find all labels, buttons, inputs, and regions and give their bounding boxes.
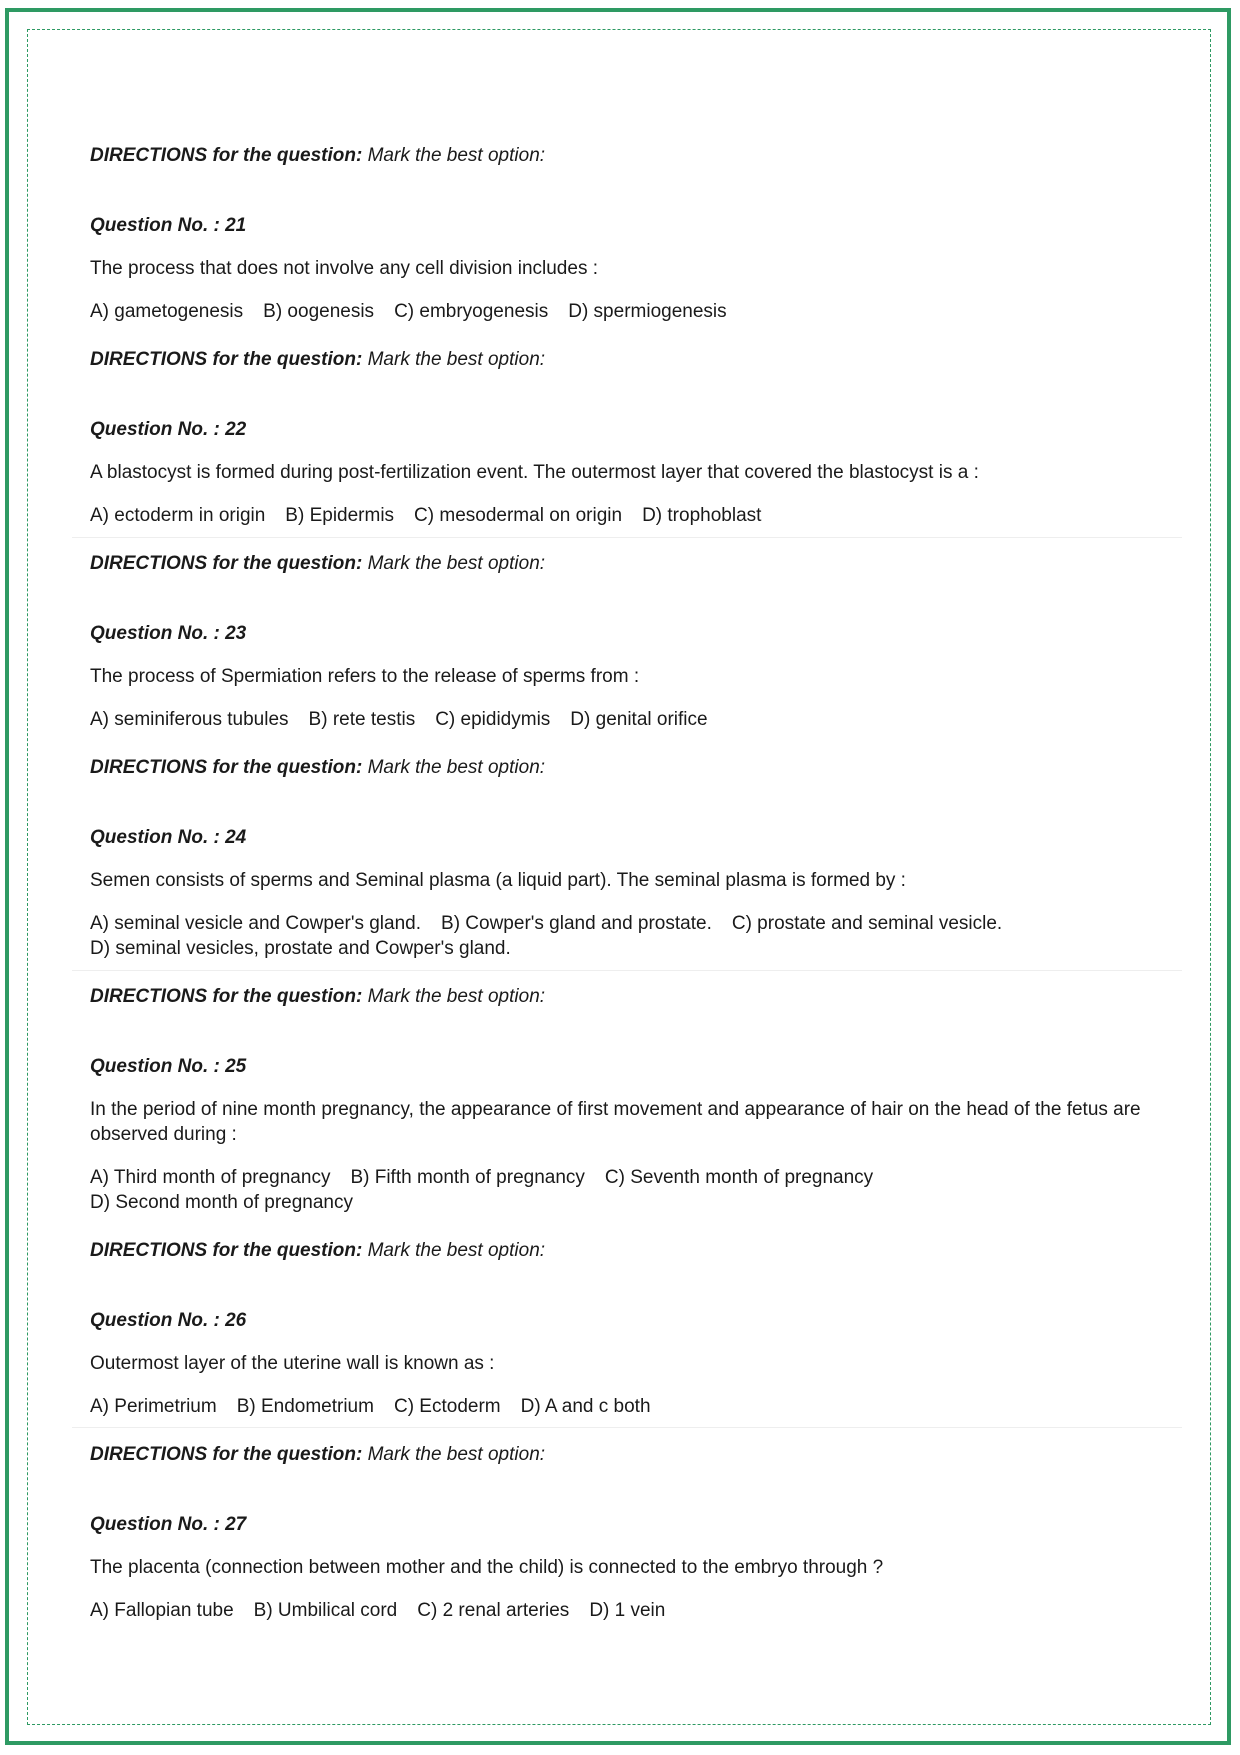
directions-text: Mark the best option: — [367, 986, 546, 1007]
option-c[interactable]: C) prostate and seminal vesicle. — [731, 913, 1003, 934]
question-options — [90, 1598, 1150, 1623]
divider — [72, 537, 1182, 538]
option-d[interactable]: D) 1 vein — [589, 1600, 666, 1621]
directions-label: DIRECTIONS for the question: — [90, 1444, 363, 1465]
question-number: Question No. : 26 — [90, 1310, 247, 1331]
question-number: Question No. : 22 — [90, 419, 247, 440]
directions-text: Mark the best option: — [367, 1444, 546, 1465]
directions-line — [90, 349, 1150, 371]
directions-text: Mark the best option: — [367, 757, 546, 778]
question-text: Semen consists of sperms and Seminal plasma (a liquid part). The seminal plasma is formed by : — [90, 870, 906, 891]
directions-line — [90, 1240, 1150, 1262]
option-a[interactable]: A) Fallopian tube — [90, 1600, 234, 1621]
directions-label: DIRECTIONS for the question: — [90, 145, 363, 166]
question-options — [90, 1394, 1150, 1419]
option-d[interactable]: D) Second month of pregnancy — [90, 1192, 353, 1213]
option-b[interactable]: B) Fifth month of pregnancy — [350, 1167, 585, 1188]
option-a[interactable]: A) Perimetrium — [90, 1396, 217, 1417]
divider — [72, 1427, 1182, 1428]
option-b[interactable]: B) oogenesis — [263, 301, 375, 322]
question-options — [90, 503, 1150, 528]
directions-line — [90, 986, 1150, 1008]
question-number: Question No. : 21 — [90, 215, 247, 236]
question-text: The placenta (connection between mother and the child) is connected to the embryo through ? — [90, 1557, 884, 1578]
option-c[interactable]: C) 2 renal arteries — [417, 1600, 570, 1621]
directions-line — [90, 553, 1150, 575]
directions-text: Mark the best option: — [367, 145, 546, 166]
option-b[interactable]: B) Endometrium — [236, 1396, 374, 1417]
directions-line — [90, 757, 1150, 779]
question-number: Question No. : 24 — [90, 827, 247, 848]
question-options — [90, 911, 1150, 961]
question-options — [90, 299, 1150, 324]
question-number: Question No. : 27 — [90, 1514, 247, 1535]
question-text: The process that does not involve any cell division includes : — [90, 258, 598, 279]
option-d[interactable]: D) spermiogenesis — [568, 301, 727, 322]
option-c[interactable]: C) epididymis — [435, 709, 551, 730]
option-d[interactable]: D) genital orifice — [570, 709, 708, 730]
directions-label: DIRECTIONS for the question: — [90, 553, 363, 574]
option-b[interactable]: B) Epidermis — [285, 505, 395, 526]
option-a[interactable]: A) seminal vesicle and Cowper's gland. — [90, 913, 422, 934]
directions-label: DIRECTIONS for the question: — [90, 986, 363, 1007]
directions-text: Mark the best option: — [367, 1240, 546, 1261]
option-b[interactable]: B) Umbilical cord — [253, 1600, 398, 1621]
option-c[interactable]: C) embryogenesis — [394, 301, 549, 322]
option-c[interactable]: C) Ectoderm — [393, 1396, 501, 1417]
directions-line — [90, 145, 1150, 167]
option-a[interactable]: A) seminiferous tubules — [90, 709, 289, 730]
option-c[interactable]: C) Seventh month of pregnancy — [604, 1167, 874, 1188]
directions-text: Mark the best option: — [367, 349, 546, 370]
option-b[interactable]: B) rete testis — [308, 709, 416, 730]
question-number: Question No. : 23 — [90, 623, 247, 644]
divider — [72, 970, 1182, 971]
option-c[interactable]: C) mesodermal on origin — [414, 505, 623, 526]
question-number: Question No. : 25 — [90, 1056, 247, 1077]
question-options — [90, 707, 1150, 732]
question-text: Outermost layer of the uterine wall is known as : — [90, 1353, 495, 1374]
directions-line — [90, 1444, 1150, 1466]
directions-label: DIRECTIONS for the question: — [90, 349, 363, 370]
question-text: A blastocyst is formed during post-fertilization event. The outermost layer that covered the blastocyst is a : — [90, 462, 979, 483]
directions-label: DIRECTIONS for the question: — [90, 1240, 363, 1261]
option-b[interactable]: B) Cowper's gland and prostate. — [441, 913, 712, 934]
question-text: In the period of nine month pregnancy, the appearance of first movement and appearance of hair on the head of the fetus are observed during : — [90, 1099, 1141, 1145]
option-d[interactable]: D) seminal vesicles, prostate and Cowper's gland. — [90, 938, 511, 959]
question-options — [90, 1165, 1150, 1215]
directions-text: Mark the best option: — [367, 553, 546, 574]
option-a[interactable]: A) gametogenesis — [90, 301, 244, 322]
option-a[interactable]: A) Third month of pregnancy — [90, 1167, 331, 1188]
option-d[interactable]: D) trophoblast — [642, 505, 762, 526]
directions-label: DIRECTIONS for the question: — [90, 757, 363, 778]
option-a[interactable]: A) ectoderm in origin — [90, 505, 266, 526]
option-d[interactable]: D) A and c both — [520, 1396, 651, 1417]
question-text: The process of Spermiation refers to the release of sperms from : — [90, 666, 640, 687]
